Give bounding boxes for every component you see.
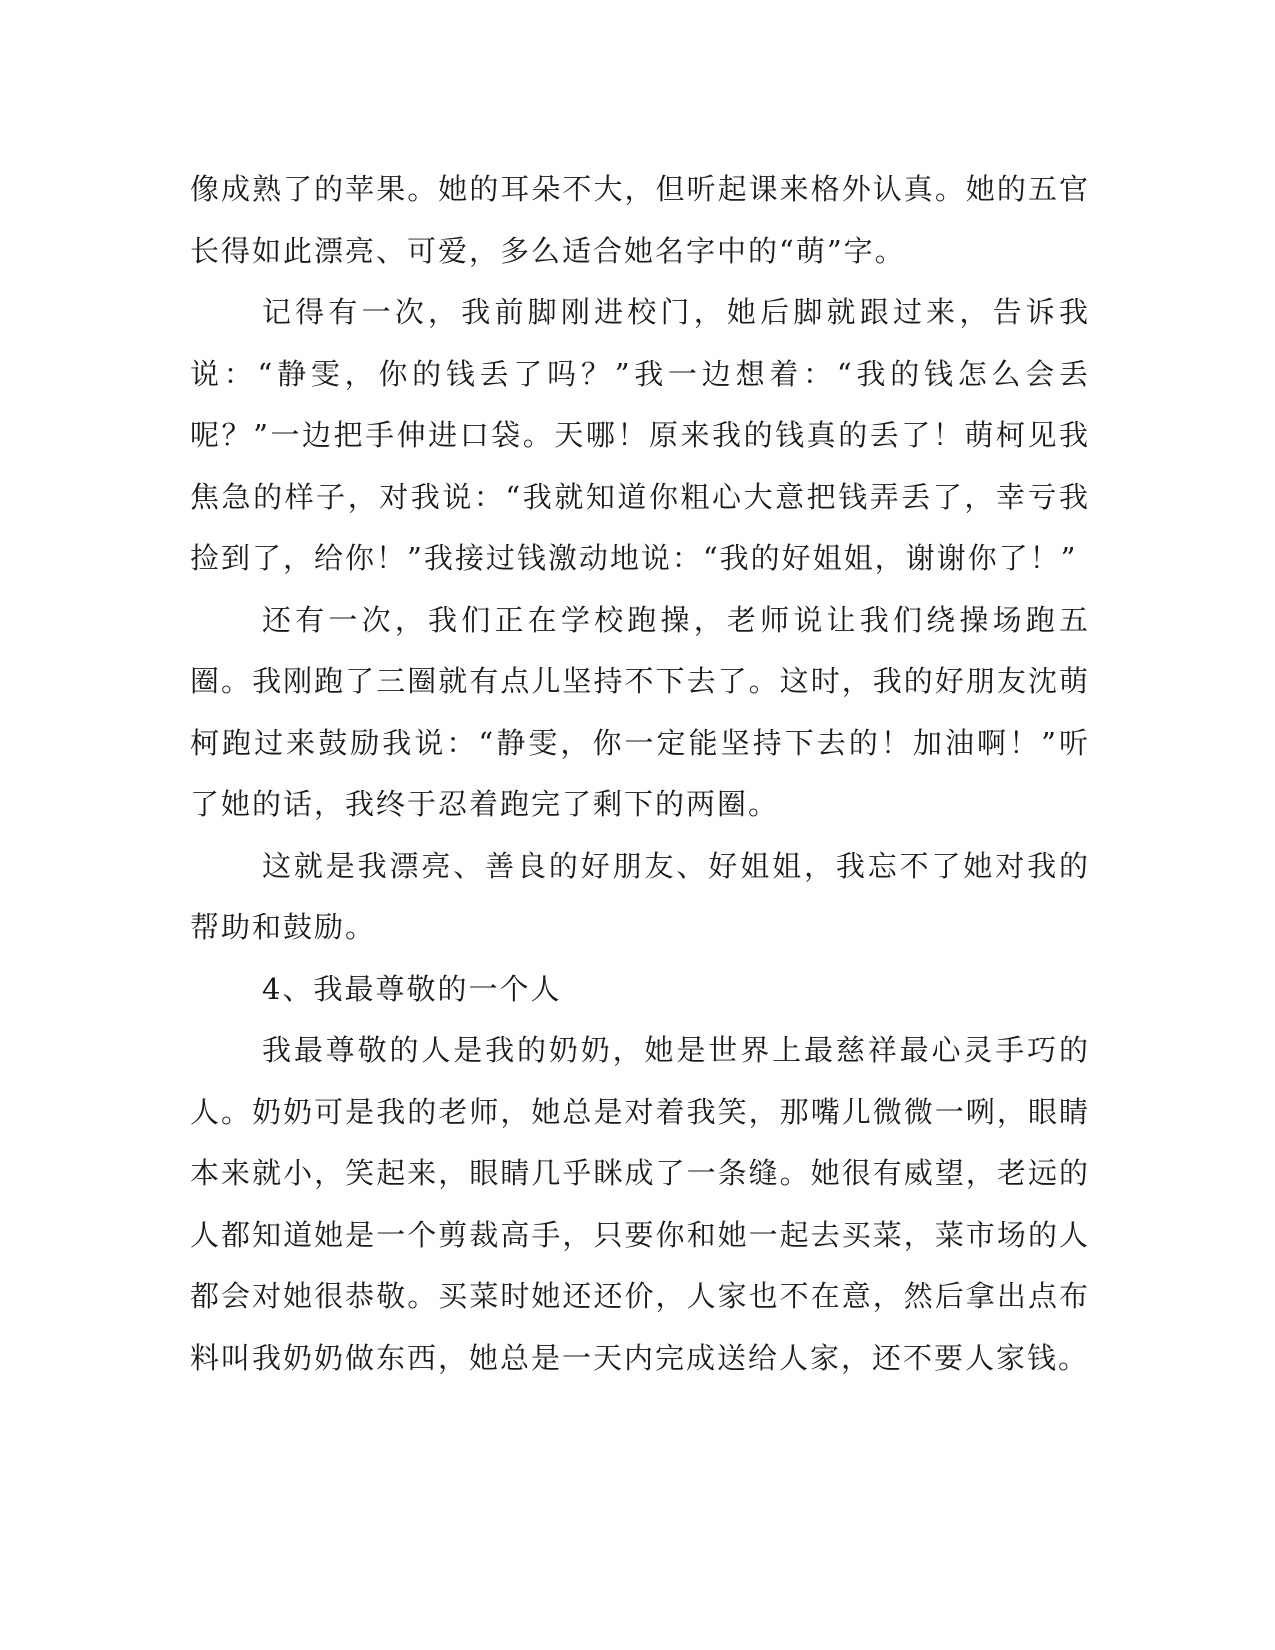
paragraph-conclusion: 这就是我漂亮、善良的好朋友、好姐姐，我忘不了她对我的帮助和鼓励。 [190,848,1090,944]
paragraph-lost-money-story: 记得有一次，我前脚刚进校门，她后脚就跟过来，告诉我说：“静雯，你的钱丢了吗？”我一边想着：“我的钱怎么会丢呢？”一边把手伸进口袋。天哪！原来我的钱真的丢了！萌柯见我焦急的样子，对我说：“我就知道你粗心大意把钱弄丢了，幸亏我捡到了，给你！”我接过钱激动地说：“我的好姐姐，谢谢你了！” [190,295,1090,575]
paragraph-continued-description: 像成熟了的苹果。她的耳朵不大，但听起课来格外认真。她的五官长得如此漂亮、可爱，多么适合她名字中的“萌”字。 [190,172,1090,268]
section-heading: 4、我最尊敬的一个人 [262,971,562,1006]
paragraph-grandmother: 我最尊敬的人是我的奶奶，她是世界上最慈祥最心灵手巧的人。奶奶可是我的老师，她总是对着我笑，那嘴儿微微一咧，眼睛本来就小，笑起来，眼睛几乎眯成了一条缝。她很有威望，老远的人都知道她是一个剪裁高手，只要你和她一起去买菜，菜市场的人都会对她很恭敬。买菜时她还还价，人家也不在意，然后拿出点布料叫我奶奶做东西，她总是一天内完成送给人家，还不要人家钱。 [190,1033,1090,1375]
document-body [190,159,1090,1389]
paragraph-running-story: 还有一次，我们正在学校跑操，老师说让我们绕操场跑五圈。我刚跑了三圈就有点儿坚持不下去了。这时，我的好朋友沈萌柯跑过来鼓励我说：“静雯，你一定能坚持下去的！加油啊！”听了她的话，我终于忍着跑完了剩下的两圈。 [190,602,1090,821]
